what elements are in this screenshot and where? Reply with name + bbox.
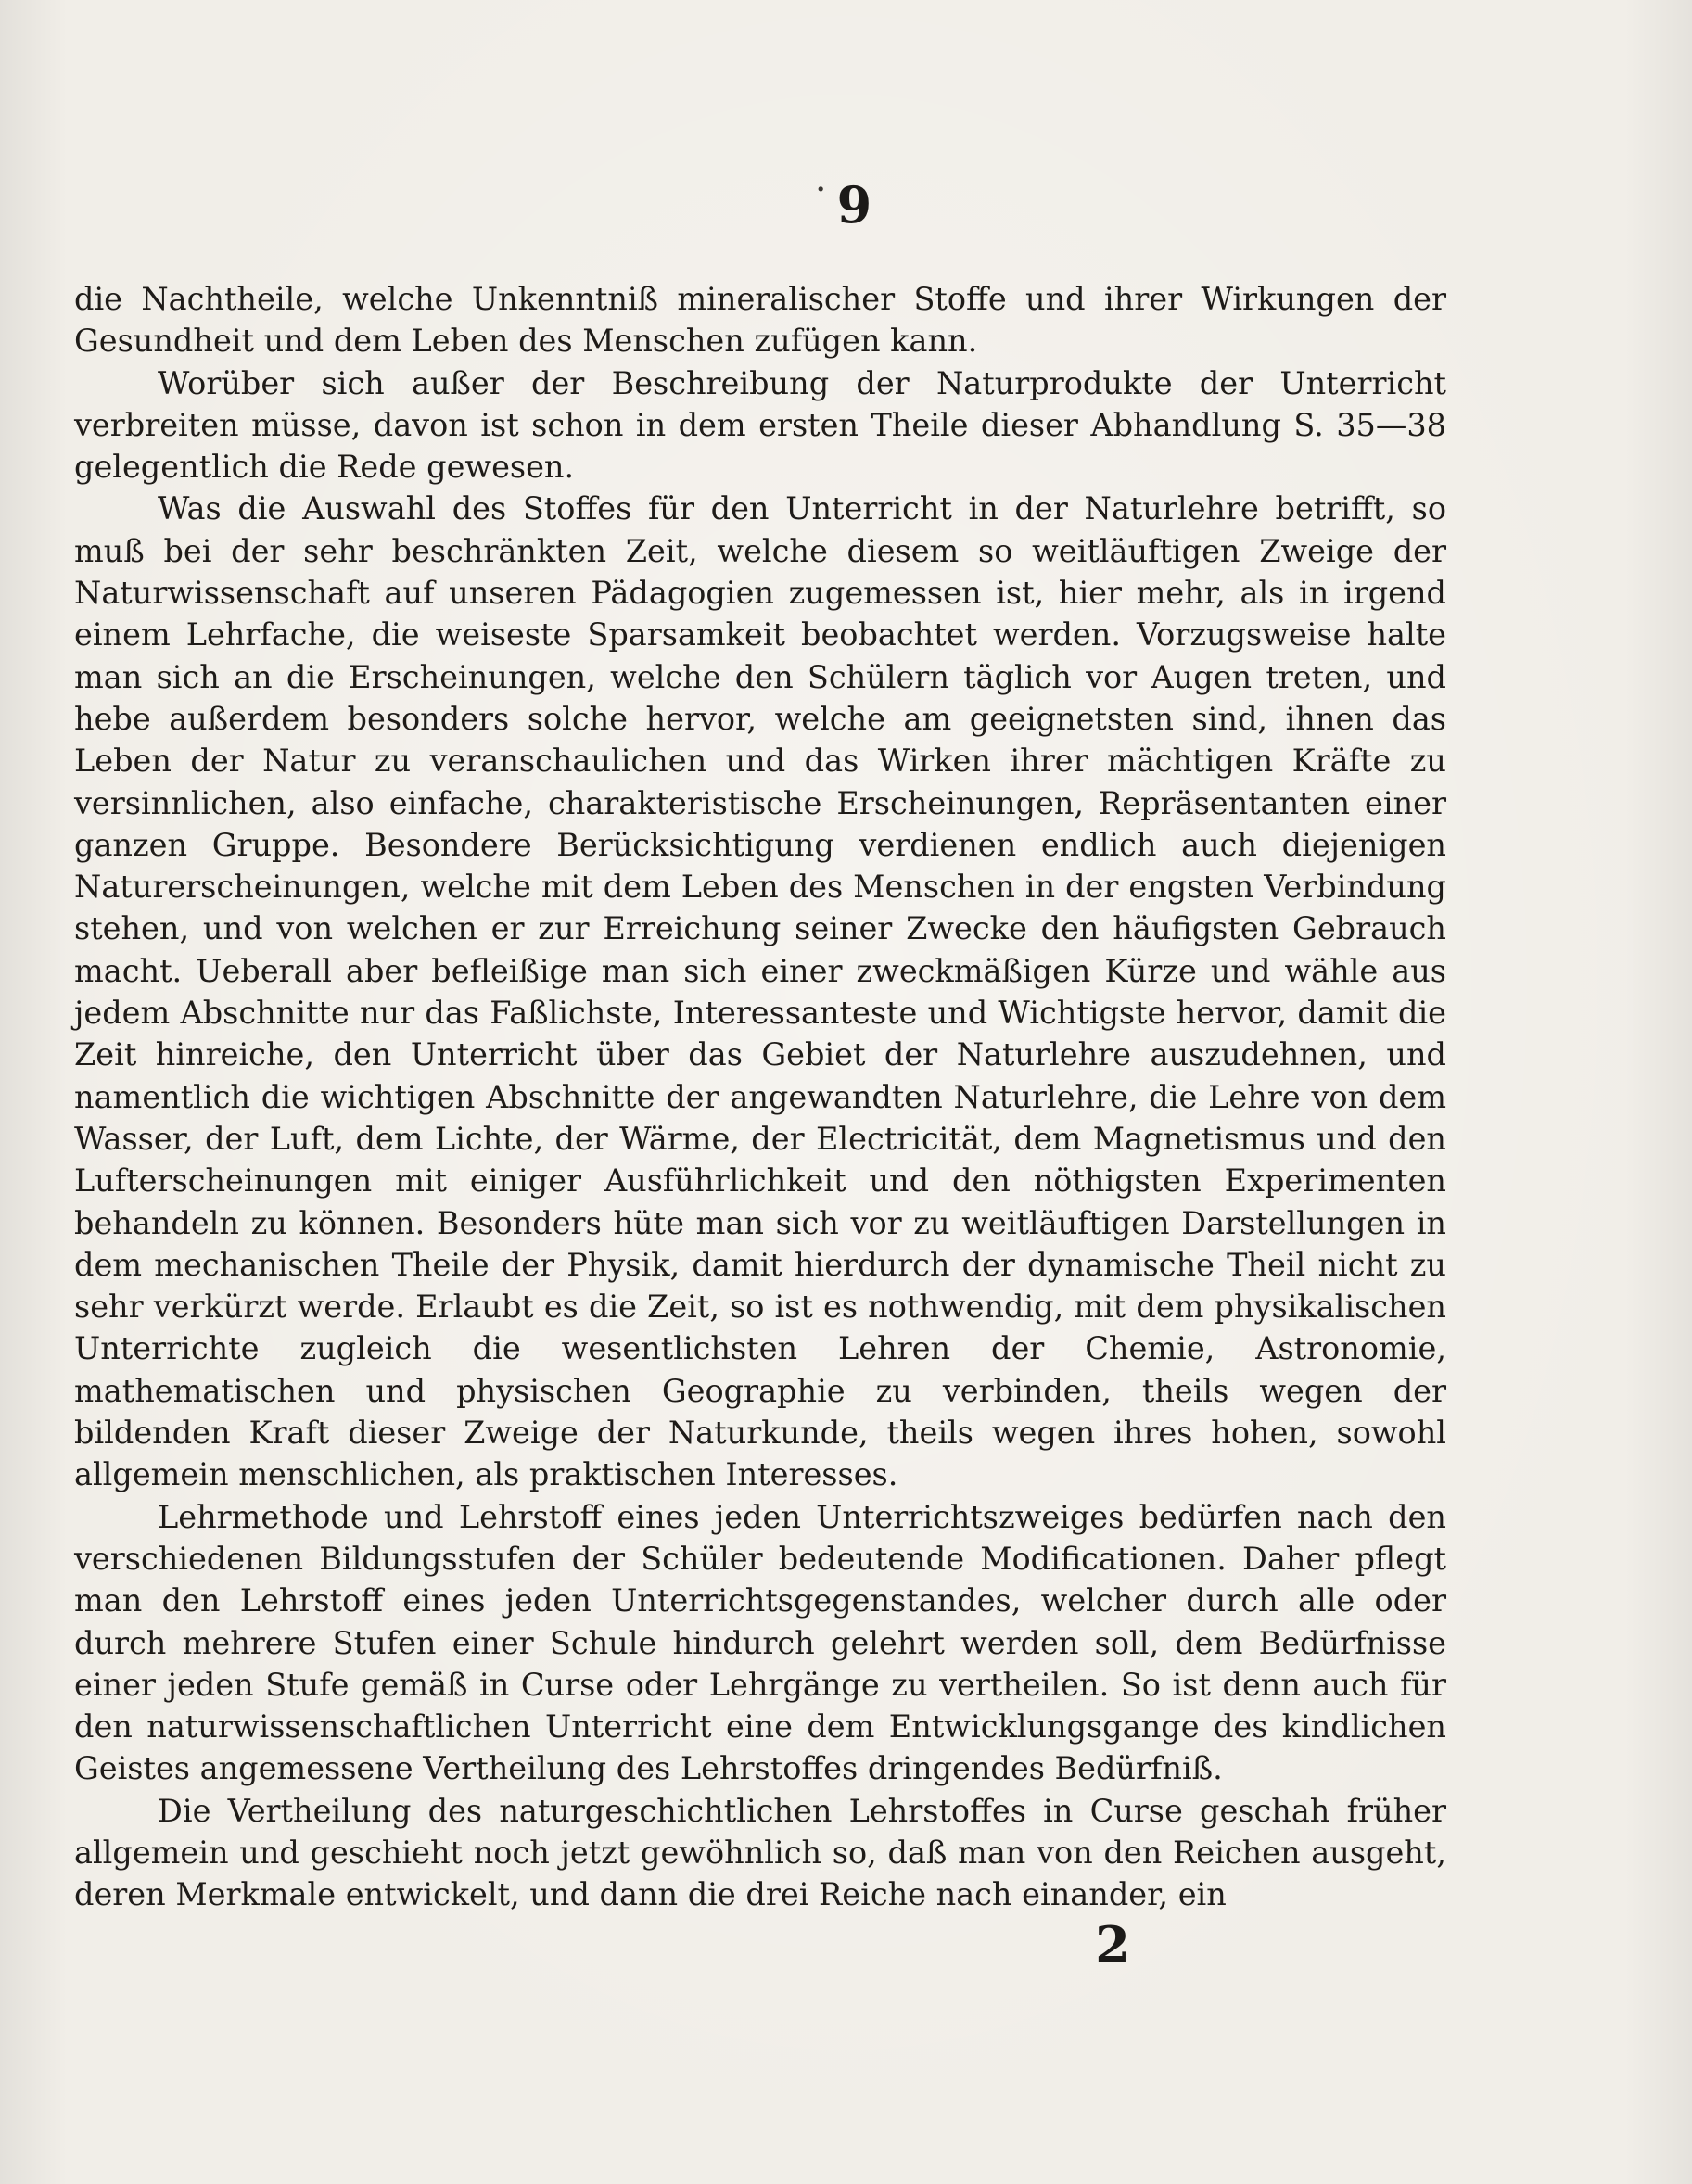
body-text: [74, 278, 1446, 1916]
paragraph-5: Die Vertheilung des naturgeschichtlichen Lehrstoffes in Curse geschah früher allgemein und geschieht noch jetzt gewöhnlich so, daß man von den Reichen ausgeht, deren Merkmale entwickelt, und dann die drei Reiche nach einander, ein: [74, 1792, 1446, 1913]
paragraph-2: Worüber sich außer der Beschreibung der Naturprodukte der Unterricht verbreiten müsse, davon ist schon in dem ersten Theile dieser Abhandlung S. 35—38 gelegentlich die Rede gewesen.: [74, 364, 1446, 486]
paragraph-4: Lehrmethode und Lehrstoff eines jeden Unterrichtszweiges bedürfen nach den verschiedenen Bildungsstufen der Schüler bedeutende Modificationen. Daher pflegt man den Lehrstoff eines jeden Unterrichtsgegenstandes, welcher durch alle oder durch mehrere Stufen einer Schule hindurch gelehrt werden soll, dem Bedürfnisse einer jeden Stufe gemäß in Curse oder Lehrgänge zu vertheilen. So ist denn auch für den naturwissenschaftlichen Unterricht eine dem Entwicklungsgange des kindlichen Geistes angemessene Vertheilung des Lehrstoffes dringendes Bedürfniß.: [74, 1498, 1446, 1787]
page-number-value: 9: [836, 175, 873, 235]
paragraph-1: die Nachtheile, welche Unkenntniß mineralischer Stoffe und ihrer Wirkungen der Gesundheit und dem Leben des Menschen zufügen kann.: [74, 281, 1446, 360]
printer-signature-mark: 2: [1095, 1915, 1130, 1974]
paragraph-3: Was die Auswahl des Stoffes für den Unterricht in der Naturlehre betrifft, so muß bei der sehr beschränkten Zeit, welche diesem so weitläuftigen Zweige der Naturwissenschaft auf unseren Pädagogien zugemessen ist, hier mehr, als in irgend einem Lehrfache, die weiseste Sparsamkeit beobachtet werden. Vorzugsweise halte man sich an die Erscheinungen, welche den Schülern täglich vor Augen treten, und hebe außerdem besonders solche hervor, welche am geeignetsten sind, ihnen das Leben der Natur zu veranschaulichen und das Wirken ihrer mächtigen Kräfte zu versinnlichen, also einfache, charakteristische Erscheinungen, Repräsentanten einer ganzen Gruppe. Besondere Berücksichtigung verdienen endlich auch diejenigen Naturerscheinungen, welche mit dem Leben des Menschen in der engsten Verbindung stehen, und von welchen er zur Erreichung seiner Zwecke den häufigsten Gebrauch macht. Ueberall aber befleißige man sich einer zweckmäßigen Kürze und wähle aus jedem Abschnitte nur das Faßlichste, Interessanteste und Wichtigste hervor, damit die Zeit hinreiche, den Unterricht über das Gebiet der Naturlehre auszudehnen, und namentlich die wichtigen Abschnitte der angewandten Naturlehre, die Lehre von dem Wasser, der Luft, dem Lichte, der Wärme, der Electricität, dem Magnetismus und den Lufterscheinungen mit einiger Ausführlichkeit und den nöthigsten Experimenten behandeln zu können. Besonders hüte man sich vor zu weitläuftigen Darstellungen in dem mechanischen Theile der Physik, damit hierdurch der dynamische Theil nicht zu sehr verkürzt werde. Erlaubt es die Zeit, so ist es nothwendig, mit dem physikalischen Unterrichte zugleich die wesentlichsten Lehren der Chemie, Astronomie, mathematischen und physischen Geographie zu verbinden, theils wegen der bildenden Kraft dieser Zweige der Naturkunde, theils wegen ihres hohen, sowohl allgemein menschlichen, als praktischen Interesses.: [74, 490, 1446, 1493]
page-number: [723, 169, 964, 235]
page-number-prefix: ·: [814, 169, 828, 211]
